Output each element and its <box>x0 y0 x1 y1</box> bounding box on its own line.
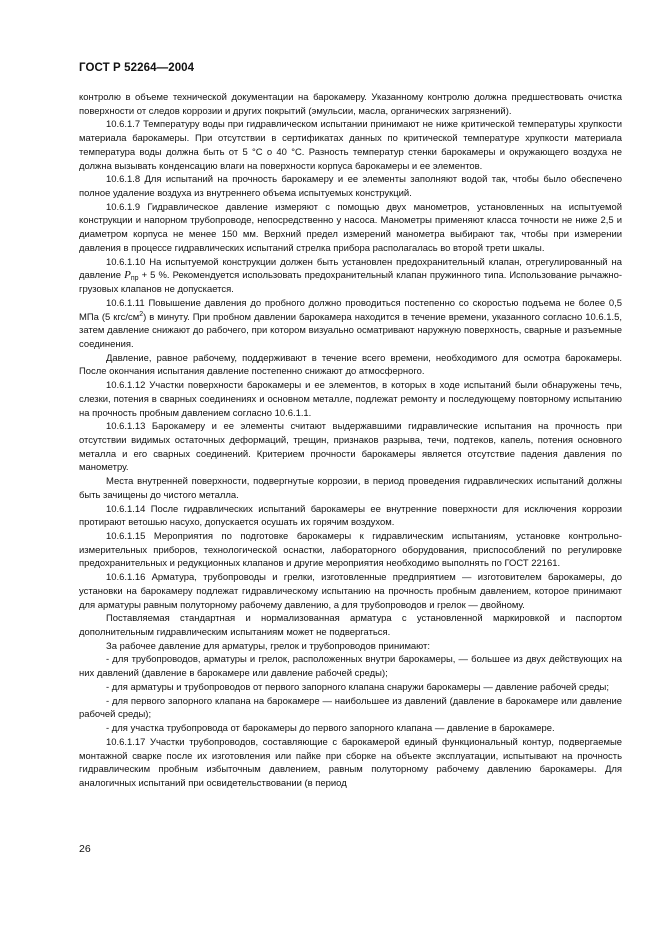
document-body <box>79 91 622 791</box>
paragraph: 10.6.1.13 Барокамеру и ее элементы считают выдержавшими гидравлические испытания на прочность при отсутствии видимых остаточных деформаций, трещин, признаков разрыва, течи, подтеков, капель, потения основного металла и его сварных соединений. Критерием прочности барокамеры является отсутствие падения давления по манометру. <box>79 421 622 474</box>
list-item: - для арматуры и трубопроводов от первого запорного клапана снаружи барокамеры — давление рабочей среды; <box>106 681 609 693</box>
paragraph: 10.6.1.8 Для испытаний на прочность барокамеру и ее элементы заполняют водой так, чтобы было обеспечено полное удаление воздуха из внутреннего объема испытуемых конструкций. <box>79 174 622 200</box>
list-item: - для участка трубопровода от барокамеры до первого запорного клапана — давление в барокамере. <box>106 723 555 735</box>
paragraph: 10.6.1.14 После гидравлических испытаний барокамеры ее внутренние поверхности для исключения коррозии протирают ветошью насухо, допускается осушать их горячим воздухом. <box>79 503 622 529</box>
paragraph-text: 10.6.1.11 Повышение давления до пробного должно проводиться постепенно со скоростью подъема не более 0,5 МПа (5 кгс/см <box>79 297 622 323</box>
paragraph-pressure-rise <box>79 297 622 352</box>
pressure-symbol: P <box>124 269 131 282</box>
paragraph: 10.6.1.9 Гидравлическое давление измеряют с помощью двух манометров, установленных на испытуемой конструкции и напорном трубопроводе, непосредственно у насоса. Манометры применяют класса точности не ниже 2,5 и диаметром корпуса не менее 150 мм. Верхний предел измерений манометра выбирают так, чтобы при измерении давления в процессе гидравлических испытаний стрелка прибора располагалась во второй трети шкалы. <box>79 201 622 254</box>
paragraph-text: 10.6.1.10 На испытуемой конструкции должен быть установлен предохранительный клапан, отрегулированный на давление <box>79 256 622 282</box>
paragraph: 10.6.1.7 Температуру воды при гидравлическом испытании принимают не ниже критической температуры хрупкости материала барокамеры. При отсутствии в сертификатах данных по критической температуре хрупкости материала температура воды должна быть от 5 °С о 40 °С. Разность температур стенки барокамеры и окружающего воздуха не должна вызывать конденсацию влаги на поверхности корпуса барокамеры и ее элементов. <box>79 119 622 172</box>
unit-superscript: 2 <box>139 310 144 318</box>
pressure-subscript: пр <box>130 275 139 283</box>
paragraph: 10.6.1.15 Мероприятия по подготовке барокамеры к гидравлическим испытаниям, установке контрольно-измерительных приборов, технологической оснастки, лабораторного оборудования, приспособлений по регулировке предохранительных и редукционных клапанов и другие мероприятия необходимо выполнять по ГОСТ 22161. <box>79 531 622 570</box>
paragraph: 10.6.1.17 Участки трубопроводов, составляющие с барокамерой единый функциональный контур, подвергаемые монтажной сварке после их изготовления или пайке при сборке на объекте эксплуатации, испытывают на прочность гидравлическим пробным избыточным давлением, равным полуторному рабочему давлению барокамеры. Для аналогичных испытаний при освидетельствовании (в период <box>79 736 622 789</box>
paragraph: Давление, равное рабочему, поддерживают в течение всего времени, необходимого для осмотра барокамеры. После окончания испытания давление постепенно снижают до атмосферного. <box>79 352 622 378</box>
document-code-header: ГОСТ Р 52264—2004 <box>79 62 195 74</box>
paragraph: 10.6.1.16 Арматура, трубопроводы и грелки, изготовленные предприятием — изготовителем барокамеры, до установки на барокамеру подлежат гидравлическому испытанию на прочность пробным давлением, которое принимают для арматуры равным полуторному рабочему давлению, а для трубопроводов и грелок — двойному. <box>79 572 622 611</box>
paragraph: контролю в объеме технической документации на барокамеру. Указанному контролю должна предшествовать очистка поверхности от следов коррозии и других покрытий (эмульсии, масла, органических загрязнений). <box>79 92 622 117</box>
page-number: 26 <box>79 843 91 855</box>
paragraph: Поставляемая стандартная и нормализованная арматура с установленной маркировкой и паспортом дополнительным гидравлическим испытаниям может не подвергаться. <box>79 613 622 639</box>
list-item: - для первого запорного клапана на барокамере — наибольшее из давлений (давление в барокамере или давление рабочей среды); <box>79 695 622 721</box>
paragraph-text: + 5 %. Рекомендуется использовать предохранительный клапан пружинного типа. Использование рычажно-грузовых клапанов не допускается. <box>79 270 622 296</box>
list-item: - для трубопроводов, арматуры и грелок, расположенных внутри барокамеры, — большее из двух действующих на них давлений (давление в барокамере или давление рабочей среды); <box>79 654 622 680</box>
paragraph: 10.6.1.12 Участки поверхности барокамеры и ее элементов, в которых в ходе испытаний были обнаружены течь, слезки, потения в сварных соединениях и основном металле, подлежат ремонту и последующему повторному испытанию на прочность пробным давлением согласно 10.6.1.1. <box>79 380 622 419</box>
paragraph: Места внутренней поверхности, подвергнутые коррозии, в период проведения гидравлических испытаний должны быть зачищены до чистого металла. <box>79 476 622 501</box>
paragraph: За рабочее давление для арматуры, грелок и трубопроводов принимают: <box>106 640 430 652</box>
paragraph-text: ) в минуту. При пробном давлении барокамера находится в течение времени, указанного согласно 10.6.1.5, затем давление снижают до рабочего, при котором визуально осматривают наружную поверхность, сварные и разъемные соединения. <box>79 311 622 350</box>
paragraph-safety-valve <box>79 256 622 297</box>
